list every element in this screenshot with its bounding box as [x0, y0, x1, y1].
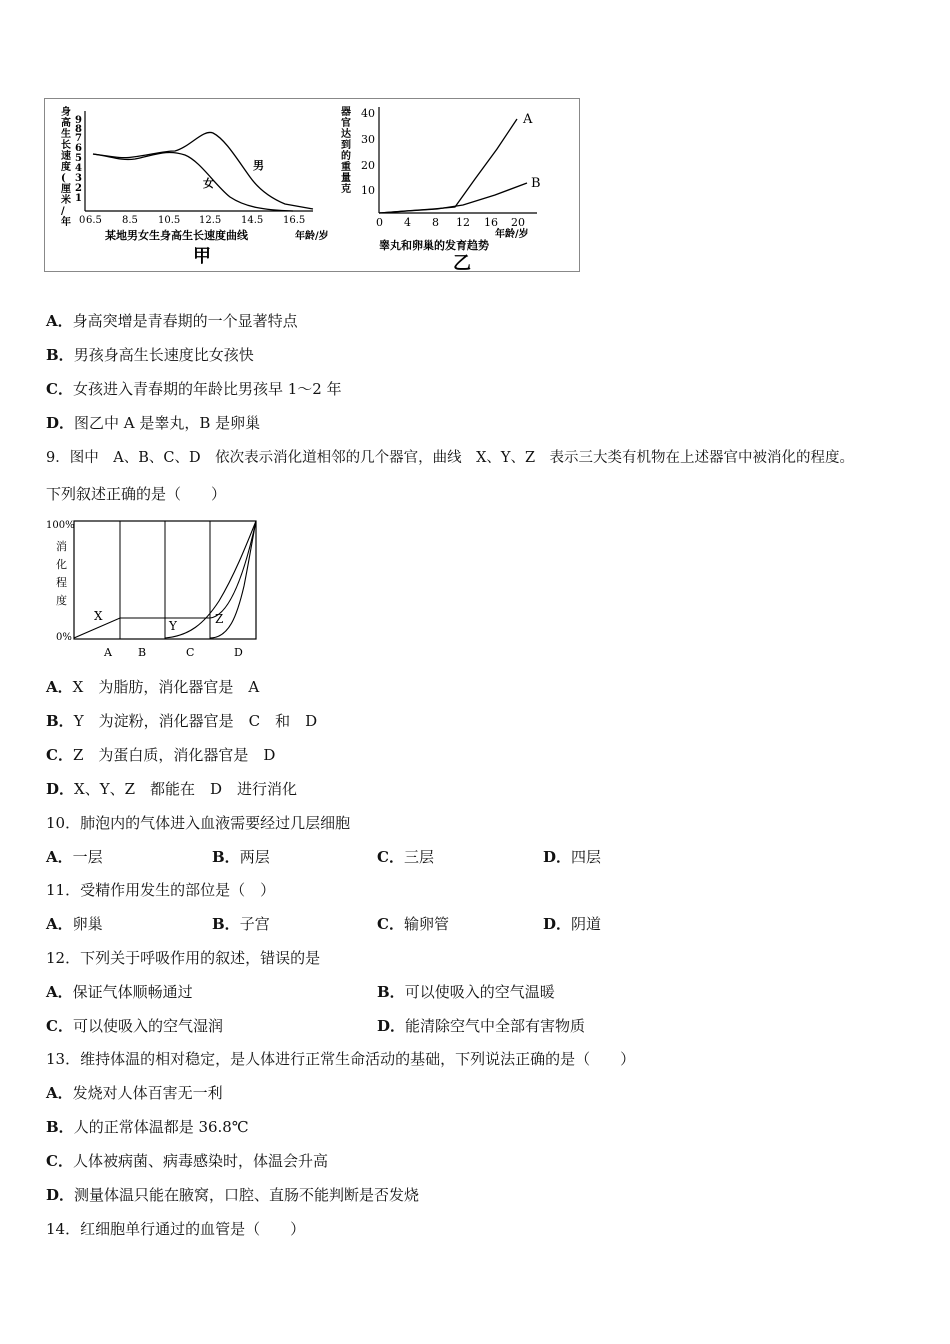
q12-option-a	[46, 982, 193, 1002]
digestion-ylabel-char: 程	[56, 576, 67, 589]
yi-xtick: 12	[456, 216, 470, 229]
jia-boy-label: 男	[253, 159, 264, 172]
organ-label: C	[186, 646, 195, 659]
option-text: 女孩进入青春期的年龄比男孩早 1～2 年	[72, 380, 342, 398]
q12-option-d	[377, 1016, 585, 1036]
option-text: 测量体温只能在腋窝，口腔、直肠不能判断是否发烧	[74, 1186, 420, 1204]
yi-xticks	[376, 216, 525, 229]
jia-ytick: 1	[75, 193, 82, 204]
yi-label: 乙	[453, 253, 471, 273]
option-text: 男孩身高生长速度比女孩快	[73, 346, 254, 364]
option-text: 可以使吸入的空气湿润	[72, 1017, 223, 1035]
jia-xtick: 6.5	[86, 215, 102, 226]
option-text: 两层	[239, 848, 270, 866]
jia-girl-label: 女	[203, 177, 214, 190]
option-text: 图乙中 A 是睾丸，B 是卵巢	[74, 414, 261, 432]
jia-boy-curve	[93, 132, 313, 209]
organ-label: D	[234, 646, 243, 659]
option-text: X 为脂肪，消化器官是 A	[72, 678, 260, 696]
digestion-ylabel-char: 度	[56, 594, 67, 607]
jia-ytick: 5	[75, 153, 82, 164]
curve-z-label: Z	[215, 612, 224, 626]
digestion-ylabel-char: 消	[56, 540, 67, 553]
yi-yticks	[361, 107, 375, 197]
q10-stem: 10．肺泡内的气体进入血液需要经过几层细胞	[46, 814, 351, 832]
option-text: 可以使吸入的空气温暖	[404, 983, 555, 1001]
option-text: 发烧对人体百害无一利	[72, 1084, 223, 1102]
q8-option-c	[46, 379, 342, 399]
option-text: Y 为淀粉，消化器官是 C 和 D	[73, 712, 318, 730]
yi-label-a: A	[523, 112, 533, 127]
option-letter: C．	[46, 1017, 73, 1035]
jia-xtick: 8.5	[122, 215, 138, 226]
jia-ytick: 8	[75, 124, 82, 135]
chart-jia	[60, 105, 329, 267]
q13-stem: 13．维持体温的相对稳定，是人体进行正常生命活动的基础，下列说法正确的是（ ）	[46, 1050, 636, 1068]
option-text: 身高突增是青春期的一个显著特点	[72, 312, 298, 330]
option-text: 三层	[403, 848, 434, 866]
yi-curve-b	[379, 183, 527, 213]
option-letter: D．	[543, 915, 572, 933]
option-letter: D．	[46, 1186, 75, 1204]
q13-option-c	[46, 1151, 328, 1171]
jia-yticks	[75, 115, 82, 204]
option-letter: A．	[46, 312, 73, 330]
option-letter: B．	[46, 712, 74, 730]
q11-option-b	[212, 914, 270, 934]
yi-curve-a	[379, 119, 517, 213]
digestion-ylabel-char: 化	[56, 558, 67, 571]
q10-option-a	[46, 847, 103, 867]
option-text: 保证气体顺畅通过	[72, 983, 193, 1001]
yi-ytick: 10	[361, 184, 375, 197]
option-letter: C．	[46, 746, 73, 764]
jia-ytick: 2	[75, 183, 82, 194]
organ-label: B	[138, 646, 147, 659]
jia-xtick: 12.5	[199, 215, 222, 226]
option-text: 人的正常体温都是 36.8℃	[73, 1118, 249, 1136]
yi-ytick: 30	[361, 133, 375, 146]
option-letter: A．	[46, 1084, 73, 1102]
q9-option-a	[46, 677, 259, 697]
option-letter: A．	[46, 915, 73, 933]
jia-xtick: 0	[79, 215, 86, 226]
option-letter: D．	[46, 414, 75, 432]
option-text: 四层	[571, 848, 602, 866]
q14-stem: 14．红细胞单行通过的血管是（ ）	[46, 1220, 306, 1238]
yi-ytick: 20	[361, 159, 375, 172]
option-letter: B．	[377, 983, 405, 1001]
option-letter: B．	[212, 848, 240, 866]
option-text: 输卵管	[403, 915, 449, 933]
q9-option-c	[46, 745, 275, 765]
jia-xtick: 14.5	[241, 215, 264, 226]
jia-ytick: 4	[75, 163, 82, 174]
option-letter: D．	[46, 780, 75, 798]
jia-ytick: 3	[75, 173, 82, 184]
option-letter: B．	[46, 346, 74, 364]
q12-option-b	[377, 982, 555, 1002]
option-letter: C．	[46, 380, 73, 398]
q11-stem: 11．受精作用发生的部位是（ ）	[46, 881, 276, 899]
jia-xtick: 10.5	[158, 215, 181, 226]
q12-option-c	[46, 1016, 223, 1036]
yi-xtick: 0	[376, 216, 383, 229]
option-text: 能清除空气中全部有害物质	[405, 1017, 586, 1035]
chart-yi	[340, 105, 541, 273]
jia-ylabel: 身高生长速度(厘米/年	[61, 107, 71, 228]
q11-option-d	[543, 914, 601, 934]
yi-caption: 睾丸和卵巢的发育趋势	[379, 239, 489, 252]
q12-stem: 12．下列关于呼吸作用的叙述，错误的是	[46, 949, 321, 967]
q9-stem-line2: 下列叙述正确的是（ ）	[46, 485, 227, 503]
option-letter: D．	[377, 1017, 406, 1035]
option-letter: B．	[212, 915, 240, 933]
q10-option-d	[543, 847, 601, 867]
q13-option-b	[46, 1117, 249, 1137]
growth-figure-svg	[45, 99, 581, 273]
jia-xtick: 16.5	[283, 215, 306, 226]
option-text: 人体被病菌、病毒感染时，体温会升高	[72, 1152, 328, 1170]
yi-xtick: 8	[432, 216, 439, 229]
jia-ytick: 7	[75, 133, 82, 144]
option-text: 子宫	[239, 915, 270, 933]
digestion-chart	[44, 516, 274, 664]
jia-xunit: 年龄/岁	[295, 231, 329, 242]
q11-option-c	[377, 914, 449, 934]
option-letter: C．	[377, 915, 404, 933]
option-letter: A．	[46, 678, 73, 696]
option-text: 阴道	[571, 915, 602, 933]
q8-option-d	[46, 413, 260, 433]
growth-figure	[44, 98, 580, 272]
q11-option-a	[46, 914, 103, 934]
option-text: 一层	[72, 848, 103, 866]
yi-ylabel: 器官达到的重量克	[341, 107, 351, 195]
option-text: 卵巢	[72, 915, 103, 933]
option-letter: C．	[377, 848, 404, 866]
option-letter: A．	[46, 983, 73, 1001]
option-letter: B．	[46, 1118, 74, 1136]
yi-xunit: 年龄/岁	[495, 229, 529, 240]
option-letter: A．	[46, 848, 73, 866]
organ-label: A	[104, 646, 112, 659]
option-letter: C．	[46, 1152, 73, 1170]
jia-ytick: 6	[75, 143, 82, 154]
jia-caption: 某地男女生身高生长速度曲线	[105, 229, 248, 242]
digestion-top-label: 100%	[46, 520, 75, 531]
q9-option-d	[46, 779, 297, 799]
q8-option-a	[46, 311, 298, 331]
q10-option-b	[212, 847, 270, 867]
yi-xtick: 4	[404, 216, 411, 229]
q8-option-b	[46, 345, 254, 365]
yi-xtick: 20	[511, 216, 525, 229]
curve-y-label: Y	[169, 619, 177, 633]
yi-ytick: 40	[361, 107, 375, 120]
q13-option-a	[46, 1083, 223, 1103]
curve-x-label: X	[94, 609, 103, 623]
yi-label-b: B	[531, 176, 541, 191]
q10-option-c	[377, 847, 434, 867]
q9-option-b	[46, 711, 317, 731]
jia-ytick: 9	[75, 115, 82, 126]
option-text: X、Y、Z 都能在 D 进行消化	[74, 780, 298, 798]
q13-option-d	[46, 1185, 419, 1205]
jia-label: 甲	[193, 246, 211, 267]
option-text: Z 为蛋白质，消化器官是 D	[72, 746, 276, 764]
jia-xticks	[79, 215, 305, 226]
option-letter: D．	[543, 848, 572, 866]
q9-stem-line1: 9．图中 A、B、C、D 依次表示消化道相邻的几个器官，曲线 X、Y、Z 表示三大类有机物在上述器官中被消化的程度。	[46, 450, 855, 466]
digestion-bottom-label: 0%	[56, 632, 72, 643]
yi-xtick: 16	[484, 216, 498, 229]
